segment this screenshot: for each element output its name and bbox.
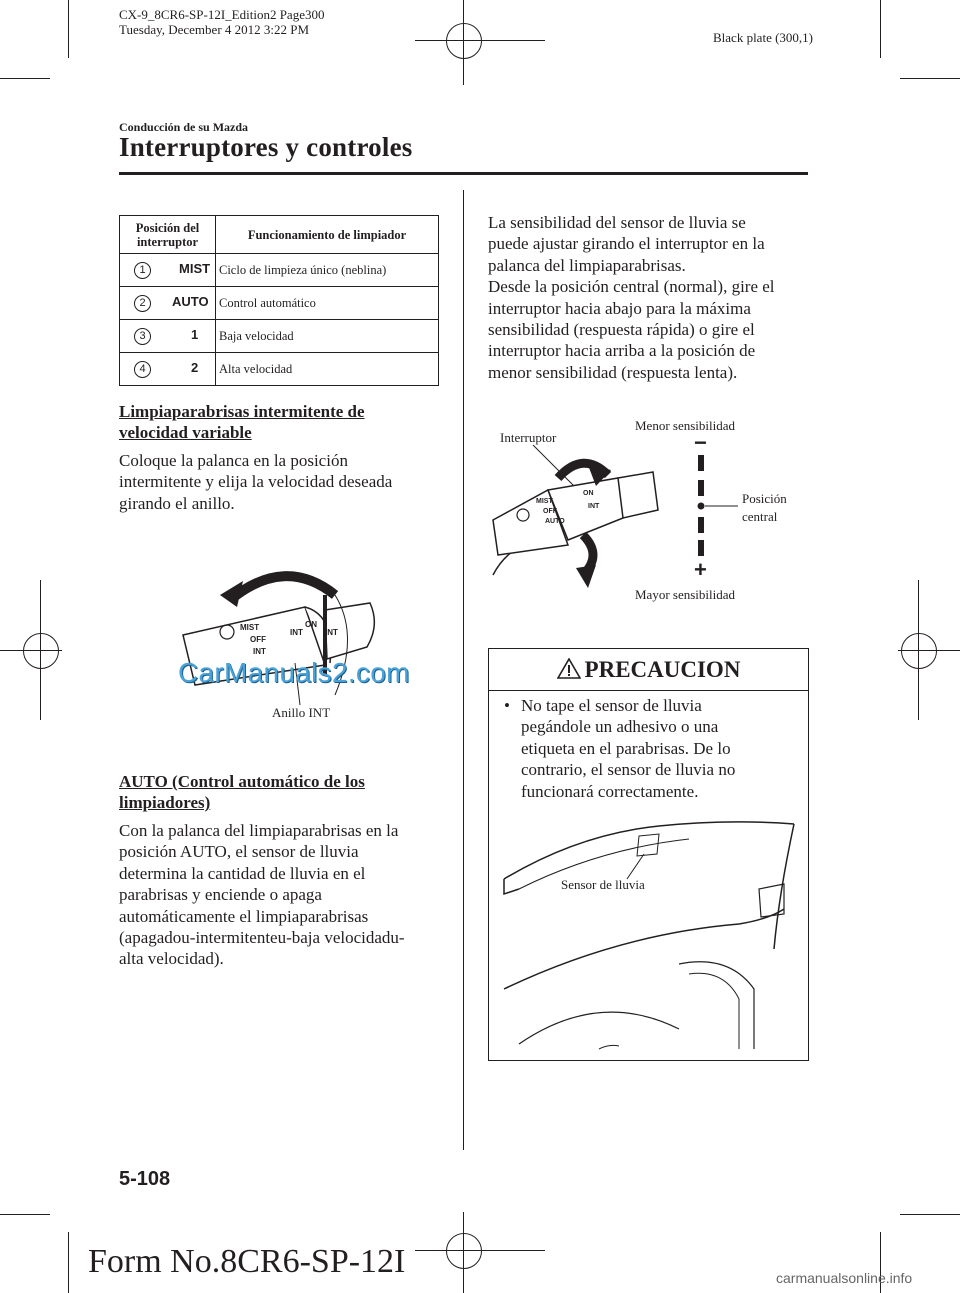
crop-mark: [68, 1232, 69, 1293]
file-info-line2: Tuesday, December 4 2012 3:22 PM: [119, 22, 310, 37]
registration-mark-icon: [446, 1233, 482, 1269]
warning-triangle-icon: [557, 658, 581, 679]
label-posicion-central: Posición central: [742, 491, 787, 524]
table-header-position: Posición del interruptor: [120, 216, 216, 254]
svg-text:ON: ON: [305, 620, 317, 629]
row-number: 2: [134, 295, 151, 312]
label-mayor-sensibilidad: Mayor sensibilidad: [635, 587, 736, 602]
crop-mark: [880, 0, 881, 58]
table-row: [120, 287, 439, 320]
switch-position: 1: [191, 327, 199, 342]
caution-divider: [489, 690, 808, 691]
svg-text:INT: INT: [253, 647, 266, 656]
crop-mark: [68, 0, 69, 58]
crop-mark: [0, 1214, 50, 1215]
subheading-intermittent: Limpiaparabrisas intermitente de velocidad variable: [119, 402, 365, 442]
int-ring-illustration: [175, 555, 425, 715]
svg-text:MIST: MIST: [536, 498, 553, 505]
table-cell-desc: Baja velocidad: [216, 320, 439, 353]
svg-text:MIST: MIST: [240, 623, 260, 632]
table-row: [120, 353, 439, 386]
section-name: Conducción de su Mazda: [119, 120, 249, 134]
table-row: [120, 320, 439, 353]
row-number: 3: [134, 328, 151, 345]
crop-mark: [900, 78, 960, 79]
plus-sign: +: [694, 557, 707, 582]
caution-text: • No tape el sensor de lluvia pegándole un adhesivo o una etiqueta en el parabrisas. De lo contrario, el sensor de lluvia no funcionará correctamente.: [504, 696, 736, 801]
title-rule: [119, 172, 808, 175]
bullet: •: [504, 696, 510, 715]
page-title: Interruptores y controles: [119, 132, 413, 162]
paragraph-sensitivity: La sensibilidad del sensor de lluvia se puede ajustar girando el interruptor en la palanca del limpiaparabrisas. Desde la posición central (normal), gire el interruptor hacia abajo para la máxima sensibilidad (respuesta rápida) o gire el interruptor hacia arriba a la posición de menor sensibilidad (respuesta lenta).: [488, 213, 775, 382]
paragraph-auto: Con la palanca del limpiaparabrisas en la posición AUTO, el sensor de lluvia determina la cantidad de lluvia en el parabrisas y enciende o apaga automáticamente el limpiaparabrisas (apagadou-intermitenteu-baja velocidadu- alta velocidad).: [119, 821, 405, 969]
paragraph-intermittent: Coloque la palanca en la posición intermitente y elija la velocidad deseada girando el anillo.: [119, 451, 393, 513]
registration-mark-icon: [23, 633, 59, 669]
wiper-position-table: [119, 215, 439, 386]
column-divider: [463, 190, 464, 1150]
label-sensor-lluvia: Sensor de lluvia: [561, 877, 645, 892]
switch-position: MIST: [179, 261, 211, 276]
registration-mark-icon: [901, 633, 937, 669]
label-menor-sensibilidad: Menor sensibilidad: [635, 418, 736, 433]
switch-position: AUTO: [172, 294, 209, 309]
svg-text:INT: INT: [325, 628, 338, 637]
crop-mark: [0, 78, 50, 79]
svg-text:ON: ON: [583, 490, 594, 497]
subheading-auto: AUTO (Control automático de los limpiadores): [119, 772, 365, 812]
row-number: 4: [134, 361, 151, 378]
plate-info: Black plate (300,1): [713, 30, 813, 45]
svg-text:INT: INT: [588, 503, 600, 510]
table-row: [120, 254, 439, 287]
caution-title: PRECAUCION: [584, 657, 741, 682]
registration-mark-icon: [446, 23, 482, 59]
caution-box: [488, 648, 809, 1061]
svg-text:INT: INT: [290, 628, 303, 637]
page-number: 5-108: [119, 1168, 171, 1190]
caution-header: [489, 657, 808, 683]
table-cell-desc: Control automático: [216, 287, 439, 320]
label-interruptor: Interruptor: [500, 430, 557, 445]
file-info-line1: CX-9_8CR6-SP-12I_Edition2 Page300: [119, 7, 325, 22]
minus-sign: −: [694, 430, 707, 455]
crop-mark: [900, 1214, 960, 1215]
watermark-logo: CarManuals2.com: [178, 657, 410, 688]
svg-text:OFF: OFF: [250, 635, 266, 644]
form-number: Form No.8CR6-SP-12I: [88, 1243, 406, 1280]
label-int-ring: Anillo INT: [272, 705, 331, 720]
table-header-function: Funcionamiento de limpiador: [216, 216, 439, 254]
file-info: [119, 7, 324, 37]
table-cell-desc: Ciclo de limpieza único (neblina): [216, 254, 439, 287]
svg-text:OFF: OFF: [543, 508, 557, 515]
windshield-illustration: [499, 814, 799, 1054]
row-number: 1: [134, 262, 151, 279]
switch-position: 2: [191, 360, 199, 375]
svg-text:AUTO: AUTO: [545, 518, 565, 525]
table-cell-desc: Alta velocidad: [216, 353, 439, 386]
site-watermark: carmanualsonline.info: [776, 1270, 913, 1286]
